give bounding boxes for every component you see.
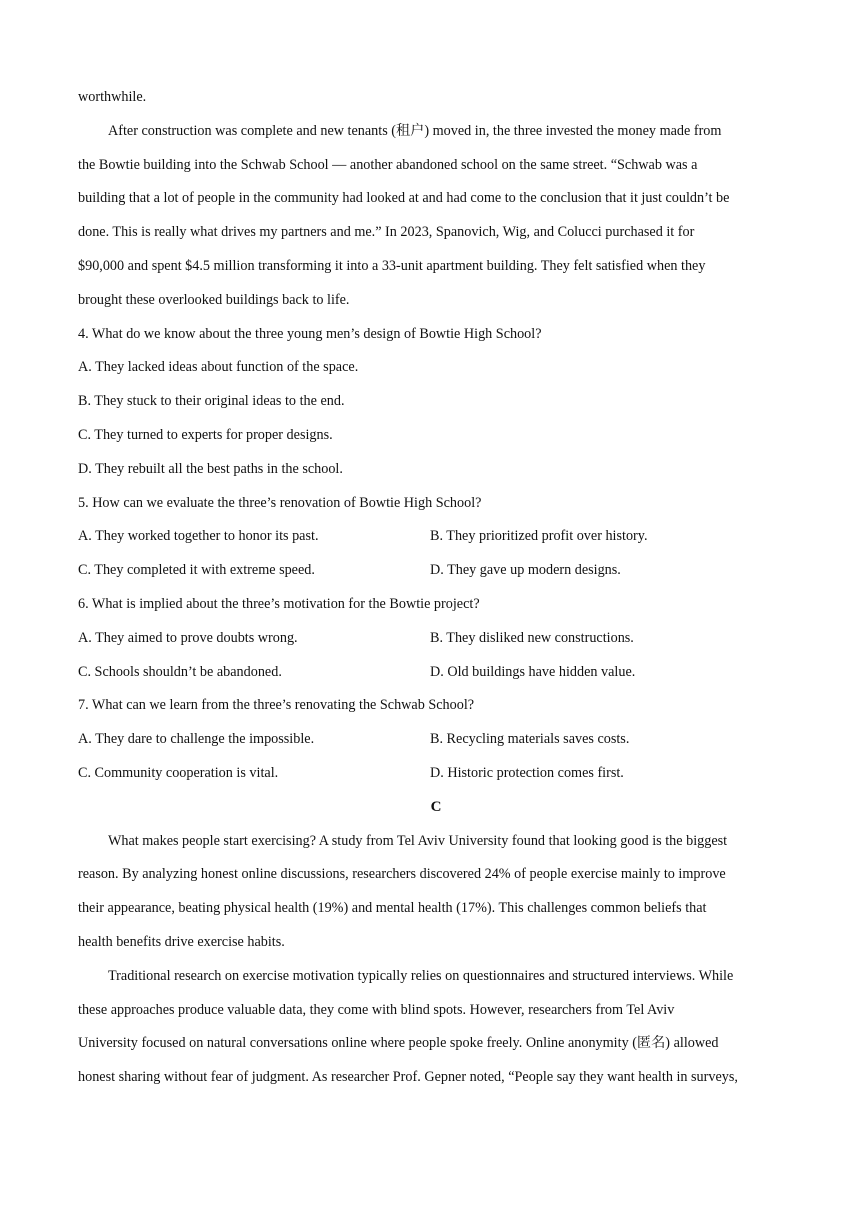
options-row — [78, 555, 794, 589]
options-row — [78, 758, 794, 792]
paragraph-line: honest sharing without fear of judgment. As researcher Prof. Gepner noted, “People say they want health in surveys, — [78, 1069, 738, 1086]
option-c: C. They turned to experts for proper designs. — [78, 426, 333, 443]
paragraph — [78, 116, 794, 319]
paragraph-line: their appearance, beating physical health (19%) and mental health (17%). This challenges common beliefs that — [78, 900, 707, 917]
question-6 — [78, 589, 794, 690]
paragraph-line: reason. By analyzing honest online discussions, researchers discovered 24% of people exercise mainly to improve — [78, 866, 726, 883]
paragraph — [78, 961, 794, 1096]
option-b: B. They stuck to their original ideas to the end. — [78, 393, 345, 410]
question-stem: 4. What do we know about the three young men’s design of Bowtie High School? — [78, 325, 542, 342]
options-row — [78, 724, 794, 758]
option-a: A. They lacked ideas about function of the space. — [78, 359, 359, 376]
paragraph-line: $90,000 and spent $4.5 million transforming it into a 33-unit apartment building. They felt satisfied when they — [78, 257, 706, 274]
question-4 — [78, 319, 794, 488]
option-a: A. They worked together to honor its past. — [78, 528, 319, 545]
option-a: A. They dare to challenge the impossible. — [78, 731, 315, 748]
paragraph-line: building that a lot of people in the community had looked at and had come to the conclusion that it just couldn’t be — [78, 190, 730, 207]
option-b: B. They prioritized profit over history. — [430, 528, 648, 545]
option-c: C. Community cooperation is vital. — [78, 764, 279, 781]
section-title: C — [430, 798, 442, 815]
paragraph-line: Traditional research on exercise motivation typically relies on questionnaires and structured interviews. While — [108, 967, 734, 984]
paragraph-line: After construction was complete and new tenants (租户) moved in, the three invested the money made from — [108, 122, 722, 139]
option-b: B. Recycling materials saves costs. — [430, 731, 630, 748]
question-stem: 5. How can we evaluate the three’s renovation of Bowtie High School? — [78, 494, 482, 511]
option-d: D. Historic protection comes first. — [430, 764, 624, 781]
paragraph-line: these approaches produce valuable data, they come with blind spots. However, researchers from Tel Aviv — [78, 1001, 675, 1018]
option-d: D. They gave up modern designs. — [430, 562, 621, 579]
option-d: D. They rebuilt all the best paths in the school. — [78, 460, 343, 477]
question-stem: 7. What can we learn from the three’s renovating the Schwab School? — [78, 697, 475, 714]
option-b: B. They disliked new constructions. — [430, 629, 634, 646]
question-5 — [78, 488, 794, 589]
paragraph-line: brought these overlooked buildings back to life. — [78, 291, 350, 308]
option-a: A. They aimed to prove doubts wrong. — [78, 629, 298, 646]
option-c: C. They completed it with extreme speed. — [78, 562, 315, 579]
option-d: D. Old buildings have hidden value. — [430, 663, 636, 680]
options-row — [78, 657, 794, 691]
paragraph-line: the Bowtie building into the Schwab School — another abandoned school on the same street. “Schwab was a — [78, 156, 698, 173]
paragraph-line: What makes people start exercising? A study from Tel Aviv University found that looking good is the biggest — [108, 832, 728, 849]
paragraph-line: worthwhile. — [78, 89, 147, 105]
document-page — [78, 82, 794, 1096]
option-c: C. Schools shouldn’t be abandoned. — [78, 663, 282, 680]
question-stem: 6. What is implied about the three’s motivation for the Bowtie project? — [78, 595, 480, 612]
paragraph-line: done. This is really what drives my partners and me.” In 2023, Spanovich, Wig, and Colucci purchased it for — [78, 224, 695, 241]
options-row — [78, 623, 794, 657]
paragraph-line: health benefits drive exercise habits. — [78, 933, 285, 950]
paragraph — [78, 826, 794, 961]
question-7 — [78, 690, 794, 791]
options-row — [78, 521, 794, 555]
paragraph-line: University focused on natural conversations online where people spoke freely. Online anonymity (匿名) allowed — [78, 1035, 719, 1052]
